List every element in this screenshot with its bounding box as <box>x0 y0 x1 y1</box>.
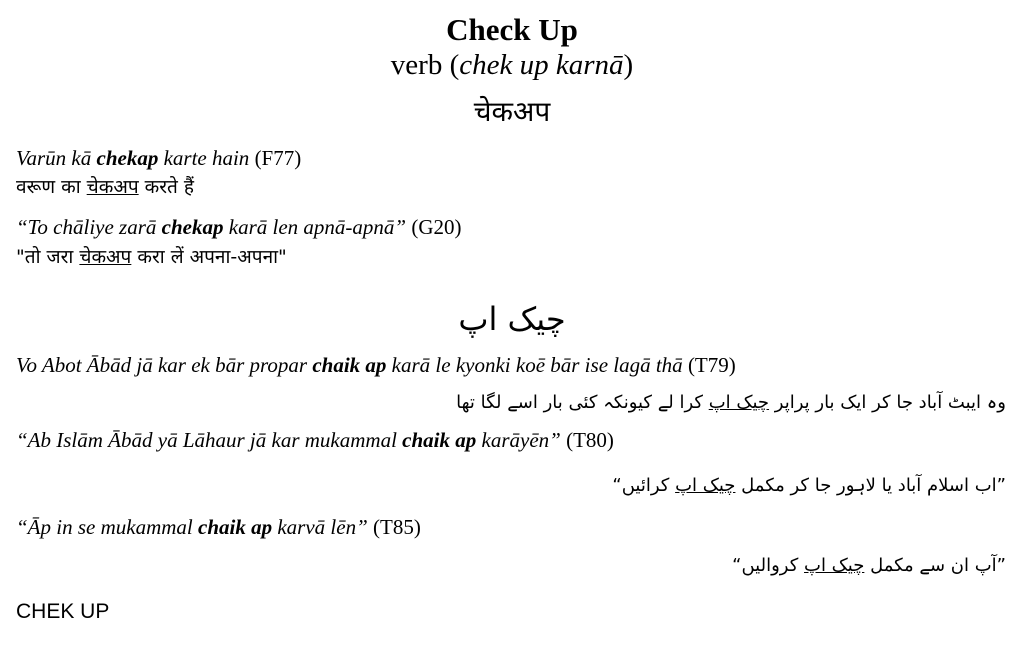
urdu-heading: چیک اپ <box>458 300 566 338</box>
urdu-example-2-script: ”اب اسلام آباد یا لاہور جا کر مکمل چیک اپ کرائیں“ <box>612 475 1006 496</box>
entry-title: Check Up <box>446 12 578 47</box>
urdu-example-3-script: ”آپ ان سے مکمل چیک اپ کروالیں“ <box>732 555 1006 576</box>
urdu-example-1-roman: Vo Abot Ābād jā kar ek bār propar chaik ap karā le kyonki koē bār ise lagā thā (T79) <box>16 353 736 377</box>
hindi-example-1-script: वरूण का चेकअप करते हैं <box>16 176 195 198</box>
hindi-example-1-roman: Varūn kā chekap karte hain (F77) <box>16 146 302 170</box>
urdu-example-1-script: وہ ایبٹ آباد جا کر ایک بار پراپر چیک اپ کرا لے کیونکہ کئی بار اسے لگا تھا <box>456 392 1006 413</box>
hindi-example-2-roman: “To chāliye zarā chekap karā len apnā-apnā” (G20) <box>16 215 462 239</box>
footer-label: CHEK UP <box>16 600 110 623</box>
urdu-example-3-roman: “Āp in se mukammal chaik ap karvā lēn” (T85) <box>16 515 421 539</box>
hindi-heading: चेकअप <box>473 95 551 128</box>
hindi-example-2-script: "तो जरा चेकअप करा लें अपना-अपना" <box>16 246 287 268</box>
part-of-speech: verb (chek up karnā) <box>390 49 634 81</box>
urdu-example-2-roman: “Ab Islām Ābād yā Lāhaur jā kar mukammal chaik ap karāyēn” (T80) <box>16 428 614 452</box>
